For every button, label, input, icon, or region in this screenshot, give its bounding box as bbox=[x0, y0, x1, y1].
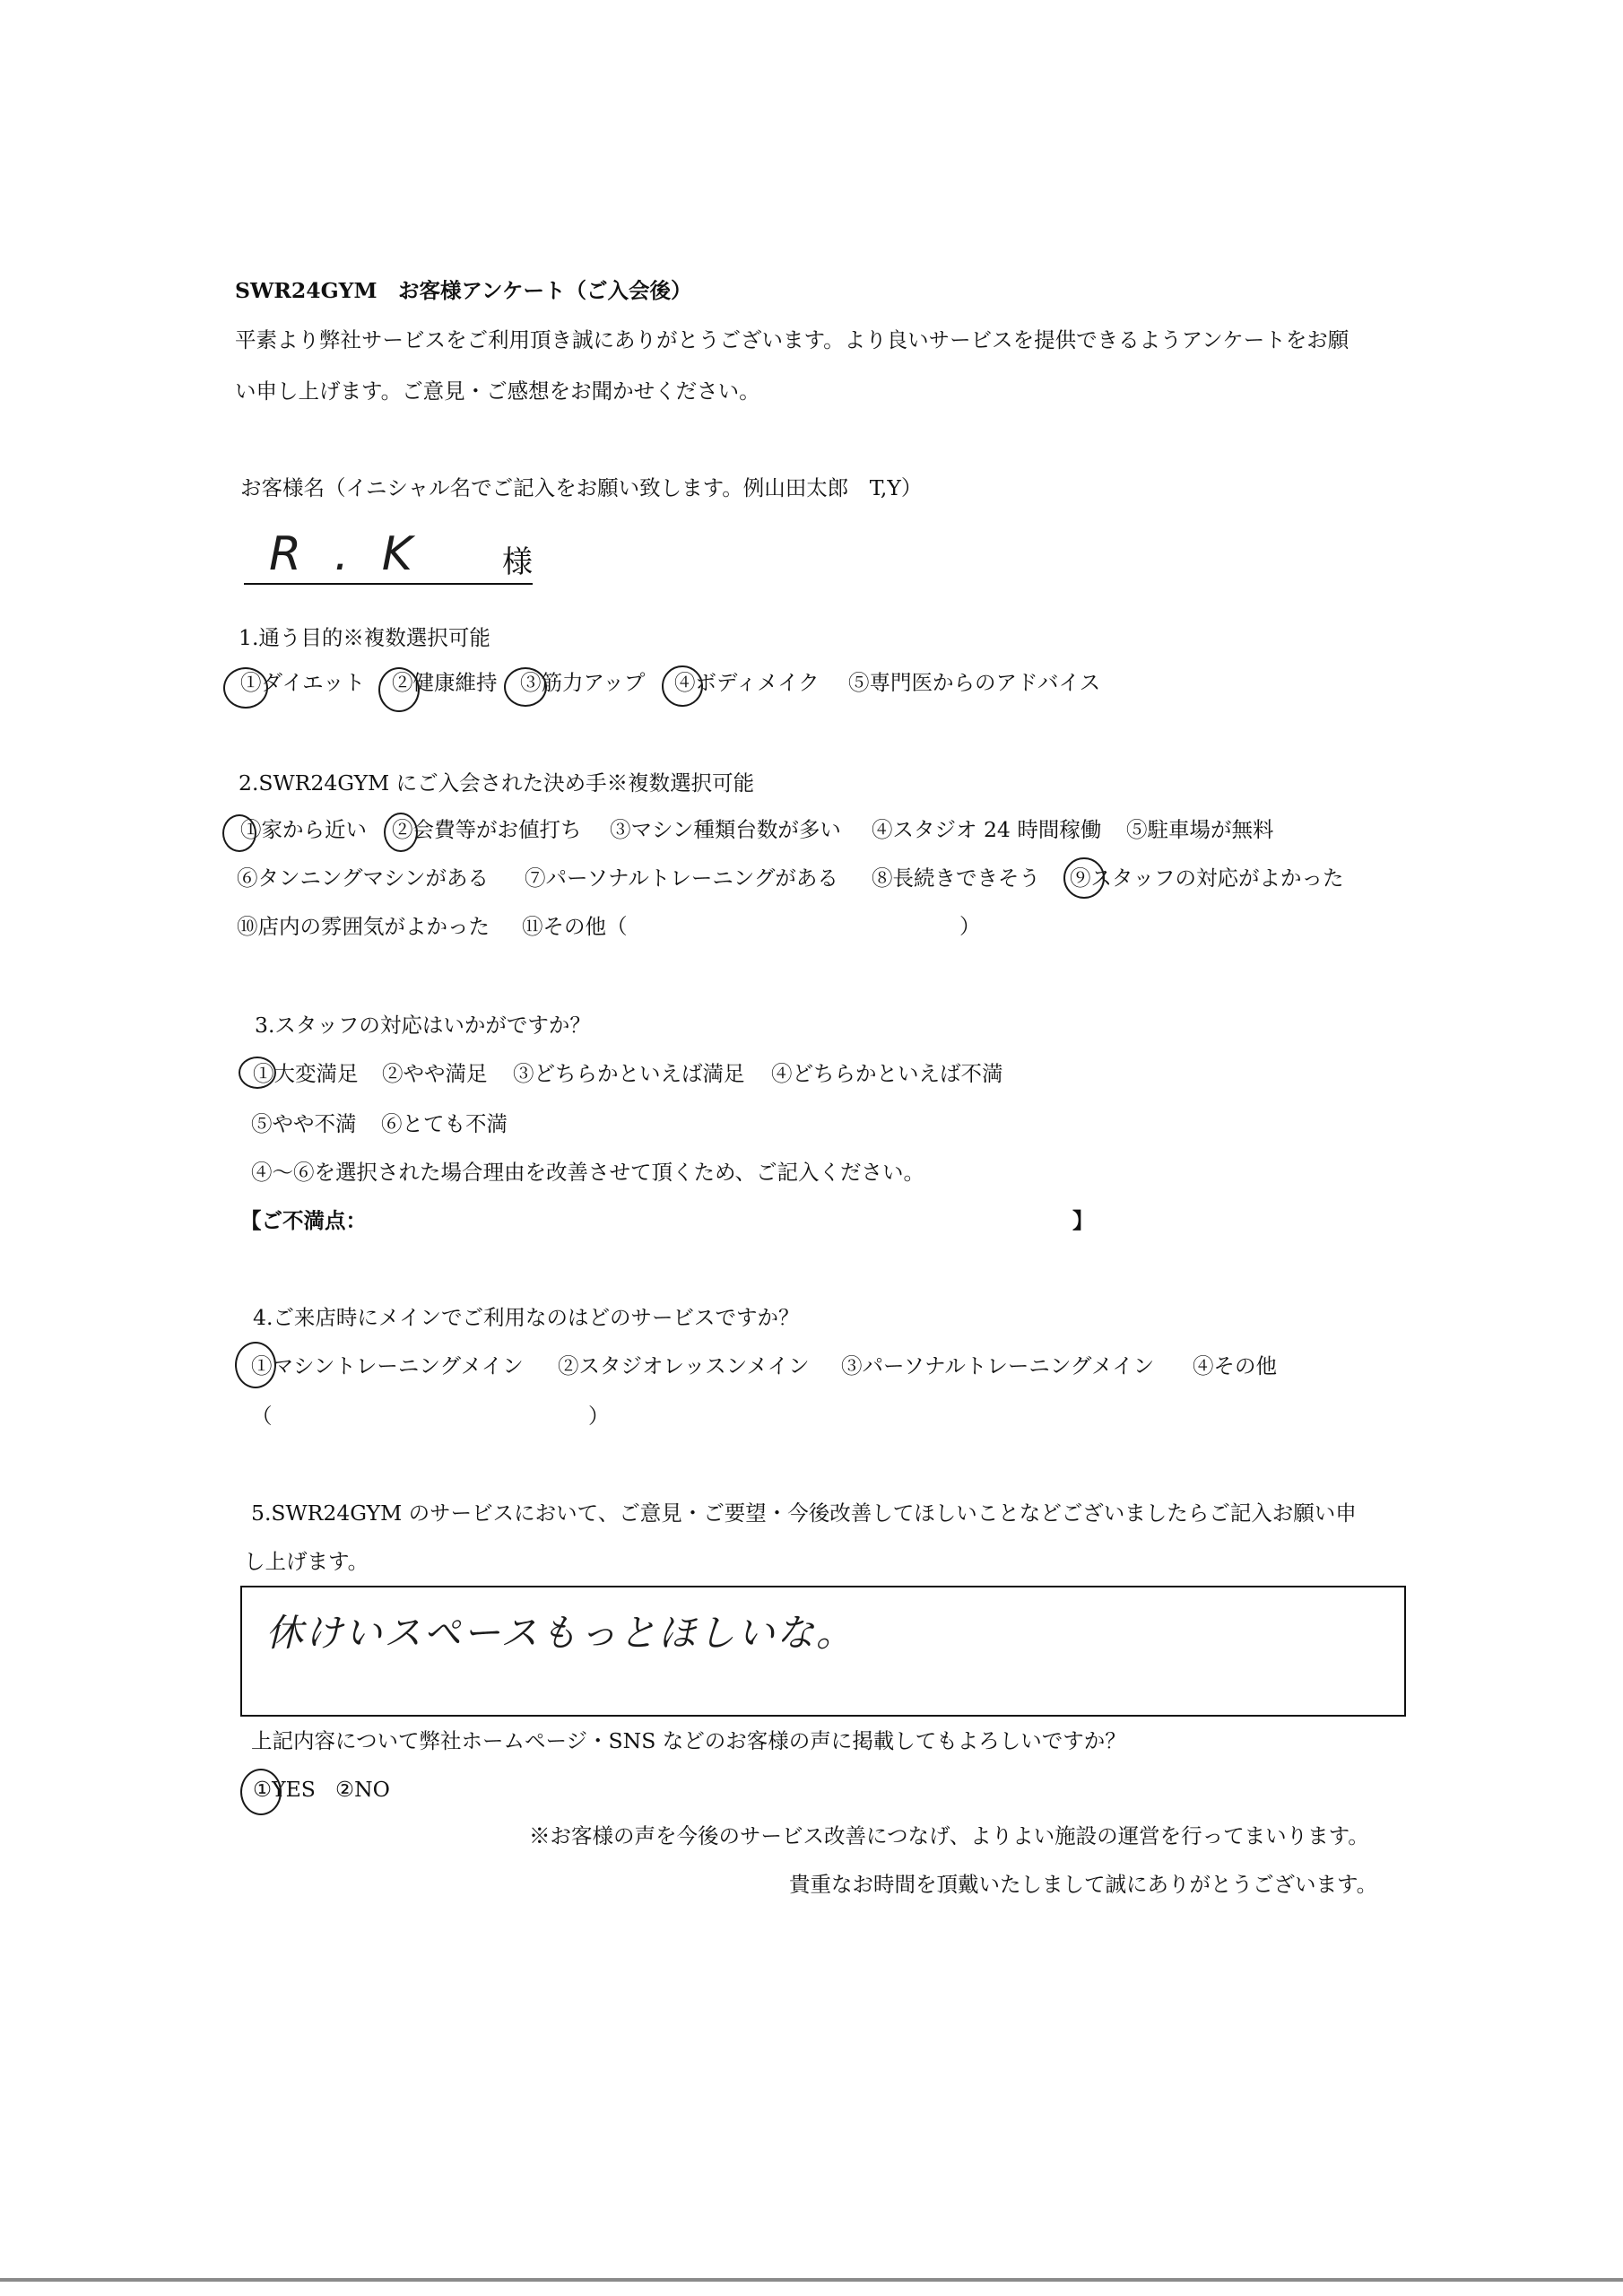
footer-line1: ※お客様の声を今後のサービス改善につなげ、よりよい施設の運営を行ってまいります。 bbox=[529, 1823, 1369, 1848]
q3-title: 3.スタッフの対応はいかがですか？ bbox=[255, 1013, 591, 1038]
q2-title: 2.SWR24GYM にご入会された決め手※複数選択可能 bbox=[239, 770, 755, 796]
q4-option-2[interactable]: ②スタジオレッスンメイン bbox=[558, 1353, 810, 1378]
customer-name-underline bbox=[244, 583, 533, 585]
q2-option-7[interactable]: ⑦パーソナルトレーニングがある bbox=[525, 865, 838, 891]
q1-option-1[interactable]: ①ダイエット bbox=[240, 670, 366, 695]
q1-option-3[interactable]: ③筋力アップ bbox=[520, 670, 646, 695]
intro-text-line2: い申し上げます。ご意見・ご感想をお聞かせください。 bbox=[235, 378, 760, 404]
q3-dissatisfaction-label: 【ご不満点： bbox=[240, 1208, 367, 1233]
q4-title: 4.ご来店時にメインでご利用なのはどのサービスですか？ bbox=[253, 1305, 800, 1330]
q3-reason-note: ④～⑥を選択された場合理由を改善させて頂くため、ご記入ください。 bbox=[251, 1160, 925, 1185]
q4-option-4[interactable]: ④その他 bbox=[1193, 1353, 1277, 1378]
q3-option-5[interactable]: ⑤やや不満 bbox=[251, 1111, 357, 1136]
q4-other-open-paren: （ bbox=[251, 1404, 273, 1429]
q3-option-1[interactable]: ①大変満足 bbox=[253, 1061, 359, 1086]
q1-option-4[interactable]: ④ボディメイク bbox=[674, 670, 820, 695]
q2-option-3[interactable]: ③マシン種類台数が多い bbox=[610, 817, 841, 842]
q5-answer-text: 休けいスペースもっとほしいな。 bbox=[265, 1611, 855, 1655]
publish-no[interactable]: ②NO bbox=[335, 1777, 390, 1802]
q1-option-5[interactable]: ⑤専門医からのアドバイス bbox=[848, 670, 1101, 695]
intro-text-line1: 平素より弊社サービスをご利用頂き誠にありがとうございます。より良いサービスを提供できるようアンケートをお願 bbox=[235, 327, 1350, 352]
q2-option-4[interactable]: ④スタジオ 24 時間稼働 bbox=[872, 817, 1102, 842]
footer-line2: 貴重なお時間を頂戴いたしまして誠にありがとうございます。 bbox=[789, 1872, 1378, 1897]
q2-option-1[interactable]: ①家から近い bbox=[240, 817, 367, 842]
q2-option-2[interactable]: ②会費等がお値打ち bbox=[392, 817, 582, 842]
q3-option-3[interactable]: ③どちらかといえば満足 bbox=[513, 1061, 745, 1086]
publish-question: 上記内容について弊社ホームページ・SNS などのお客様の声に掲載してもよろしいですか？ bbox=[251, 1728, 1126, 1753]
q2-option-8[interactable]: ⑧長続きできそう bbox=[872, 865, 1040, 891]
q4-option-1[interactable]: ①マシントレーニングメイン bbox=[251, 1353, 524, 1378]
customer-initials: R . K bbox=[269, 527, 421, 581]
q1-title: 1.通う目的※複数選択可能 bbox=[239, 625, 490, 650]
q3-dissatisfaction-close: 】 bbox=[1072, 1208, 1094, 1233]
q2-option-5[interactable]: ⑤駐車場が無料 bbox=[1126, 817, 1274, 842]
q2-option-10[interactable]: ⑩店内の雰囲気がよかった bbox=[237, 914, 490, 939]
q2-other-close-paren: ） bbox=[959, 914, 981, 939]
survey-title: SWR24GYM お客様アンケート（ご入会後） bbox=[235, 278, 692, 303]
q5-title-line2: し上げます。 bbox=[244, 1549, 369, 1574]
q3-option-2[interactable]: ②やや満足 bbox=[382, 1061, 488, 1086]
q4-option-3[interactable]: ③パーソナルトレーニングメイン bbox=[841, 1353, 1155, 1378]
customer-honorific: 様 bbox=[502, 544, 533, 580]
q3-option-4[interactable]: ④どちらかといえば不満 bbox=[771, 1061, 1003, 1086]
q4-other-close-paren: ） bbox=[588, 1404, 610, 1429]
q5-title-line1: 5.SWR24GYM のサービスにおいて、ご意見・ご要望・今後改善してほしいことなどございましたらご記入お願い申 bbox=[251, 1500, 1357, 1526]
q2-option-9[interactable]: ⑨スタッフの対応がよかった bbox=[1070, 865, 1344, 891]
q1-option-2[interactable]: ②健康維持 bbox=[392, 670, 498, 695]
q3-option-6[interactable]: ⑥とても不満 bbox=[381, 1111, 508, 1136]
customer-name-label: お客様名（イニシャル名でご記入をお願い致します。例山田太郎 T,Y） bbox=[240, 475, 923, 500]
q2-option-11[interactable]: ⑪その他（ bbox=[522, 914, 628, 939]
publish-yes[interactable]: ①YES bbox=[253, 1777, 316, 1802]
q2-option-6[interactable]: ⑥タンニングマシンがある bbox=[237, 865, 489, 891]
scan-edge-line bbox=[0, 2278, 1623, 2282]
